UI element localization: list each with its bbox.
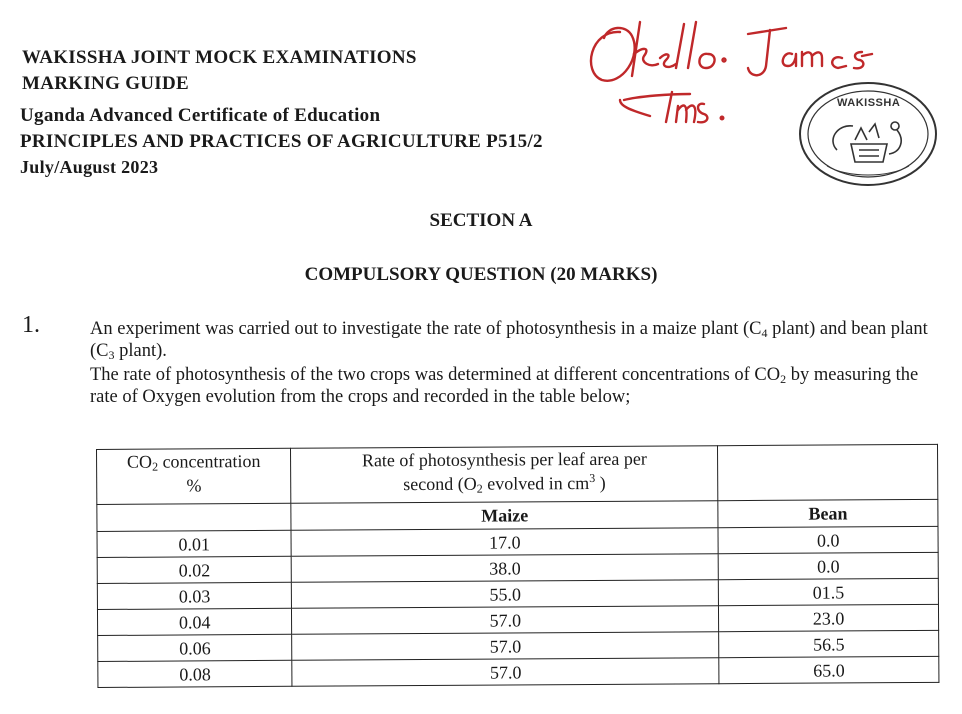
document-type: MARKING GUIDE <box>22 73 189 94</box>
table-row <box>98 656 939 687</box>
empty-subheader-cell <box>97 503 292 531</box>
bean-cell: 01.5 <box>718 578 938 605</box>
maize-cell: 55.0 <box>292 580 719 609</box>
empty-header-cell <box>718 444 938 500</box>
rate-column-header: Rate of photosynthesis per leaf area per second ($O_2$ evolved in $cm^3$ ) <box>291 446 718 504</box>
section-subtitle: COMPULSORY QUESTION (20 MARKS) <box>304 264 658 285</box>
maize-cell: 57.0 <box>292 606 719 635</box>
maize-cell: 38.0 <box>292 554 719 583</box>
maize-column-label: Maize <box>291 501 718 531</box>
bean-cell: 56.5 <box>719 630 939 657</box>
co2-cell: 0.06 <box>98 634 293 661</box>
certificate-level: Uganda Advanced Certificate of Education <box>20 105 381 126</box>
co2-cell: 0.01 <box>97 530 292 557</box>
question-paragraph-2: The rate of photosynthesis of the two crops was determined at different concentrations of $CO_2$ by measuring the rate of Oxygen evolution from the crops and recorded in the table below; <box>90 365 919 407</box>
bean-cell: 0.0 <box>718 552 938 579</box>
wakissha-seal-logo <box>797 80 939 188</box>
co2-cell: 0.04 <box>97 608 292 635</box>
bean-cell: 0.0 <box>718 526 938 553</box>
co2-cell: 0.03 <box>97 582 292 609</box>
svg-text:WAKISSHA: WAKISSHA <box>837 97 901 109</box>
question-number: 1. <box>22 312 40 338</box>
maize-cell: 57.0 <box>292 658 719 687</box>
exam-board-title: WAKISSHA JOINT MOCK EXAMINATIONS <box>22 47 417 68</box>
section-title: SECTION A <box>429 210 533 231</box>
bean-cell: 65.0 <box>719 656 939 683</box>
table-header-row <box>97 444 938 504</box>
maize-cell: 57.0 <box>292 632 719 661</box>
photosynthesis-table <box>96 444 939 688</box>
co2-cell: 0.08 <box>98 660 293 687</box>
question-paragraph-1: An experiment was carried out to investigate the rate of photosynthesis in a maize plant ($C_4$ plant) and bean plant ($C_3$ plant). <box>90 319 928 362</box>
maize-cell: 17.0 <box>291 528 718 557</box>
co2-column-header: $CO_2$ concentration % <box>97 448 292 504</box>
co2-cell: 0.02 <box>97 556 292 583</box>
exam-date: July/August 2023 <box>20 157 159 177</box>
bean-cell: 23.0 <box>719 604 939 631</box>
question-text <box>90 318 950 408</box>
bean-column-label: Bean <box>718 499 938 527</box>
paper-title: PRINCIPLES AND PRACTICES OF AGRICULTURE P515/2 <box>20 131 543 152</box>
